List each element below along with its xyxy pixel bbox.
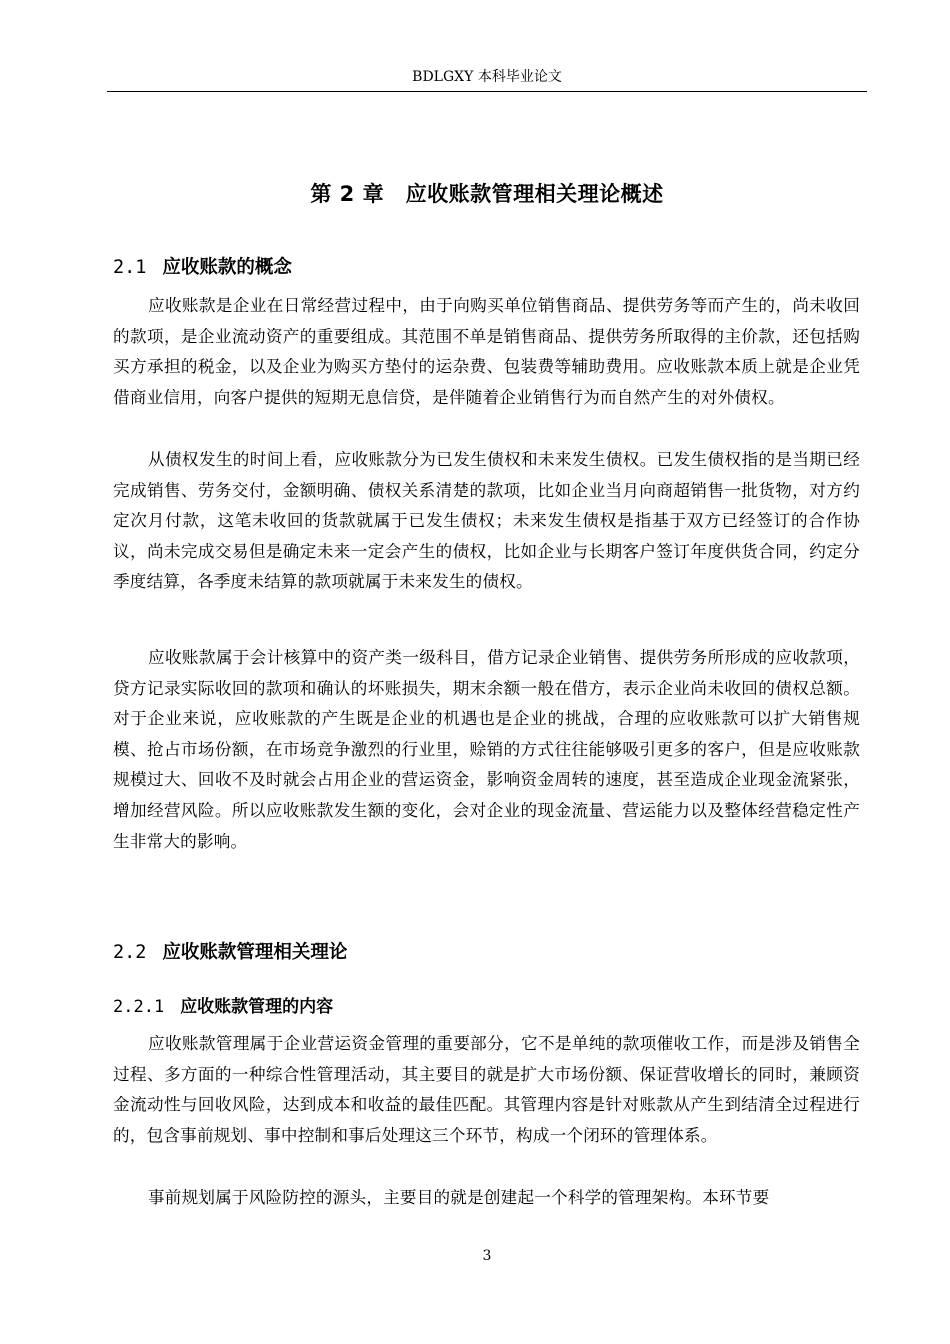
section-title: 应收账款的概念 bbox=[162, 257, 292, 278]
section-2-2-1-heading bbox=[113, 992, 333, 1017]
paragraph: 应收账款管理属于企业营运资金管理的重要部分，它不是单纯的款项催收工作，而是涉及销售全过程、多方面的一种综合性管理活动，其主要目的就是扩大市场份额、保证营收增长的同时，兼顾资金流动性与回收风险，达到成本和收益的最佳匹配。其管理内容是针对账款从产生到结清全过程进行的，包含事前规划、事中控制和事后处理这三个环节，构成一个闭环的管理体系。 bbox=[113, 1034, 860, 1145]
section-number: 2.2 bbox=[113, 942, 147, 963]
section-title: 应收账款管理相关理论 bbox=[162, 942, 348, 963]
chapter-title: 第 2 章 应收账款管理相关理论概述 bbox=[310, 182, 664, 206]
section-2-2-heading bbox=[113, 938, 347, 964]
paragraph: 事前规划属于风险防控的源头，主要目的就是创建起一个科学的管理架构。本环节要 bbox=[148, 1188, 770, 1207]
page-header: BDLGXY 本科毕业论文 bbox=[412, 69, 562, 85]
paragraph: 应收账款属于会计核算中的资产类一级科目，借方记录企业销售、提供劳务所形成的应收款项，贷方记录实际收回的款项和确认的坏账损失，期末余额一般在借方，表示企业尚未收回的债权总额。对于企业来说，应收账款的产生既是企业的机遇也是企业的挑战，合理的应收账款可以扩大销售规模、抢占市场份额，在市场竞争激烈的行业里，赊销的方式往往能够吸引更多的客户，但是应收账款规模过大、回收不及时就会占用企业的营运资金，影响资金周转的速度，甚至造成企业现金流紧张，增加经营风险。所以应收账款发生额的变化，会对企业的现金流量、营运能力以及整体经营稳定性产生非常大的影响。 bbox=[113, 648, 860, 851]
section-number: 2.2.1 bbox=[113, 997, 165, 1017]
paragraph: 应收账款是企业在日常经营过程中，由于向购买单位销售商品、提供劳务等而产生的，尚未收回的款项，是企业流动资产的重要组成。其范围不单是销售商品、提供劳务所取得的主价款，还包括购买方承担的税金，以及企业为购买方垫付的运杂费、包装费等辅助费用。应收账款本质上就是企业凭借商业信用，向客户提供的短期无息信贷，是伴随着企业销售行为而自然产生的对外债权。 bbox=[113, 296, 860, 407]
section-2-1-heading bbox=[113, 253, 292, 279]
section-title: 应收账款管理的内容 bbox=[180, 997, 334, 1017]
header-divider bbox=[107, 91, 867, 92]
page-number: 3 bbox=[482, 1248, 492, 1264]
section-number: 2.1 bbox=[113, 257, 147, 278]
paragraph: 从债权发生的时间上看，应收账款分为已发生债权和未来发生债权。已发生债权指的是当期已经完成销售、劳务交付，金额明确、债权关系清楚的款项，比如企业当月向商超销售一批货物，对方约定次月付款，这笔未收回的货款就属于已发生债权；未来发生债权是指基于双方已经签订的合作协议，尚未完成交易但是确定未来一定会产生的债权，比如企业与长期客户签订年度供货合同，约定分季度结算，各季度未结算的款项就属于未来发生的债权。 bbox=[113, 450, 860, 592]
